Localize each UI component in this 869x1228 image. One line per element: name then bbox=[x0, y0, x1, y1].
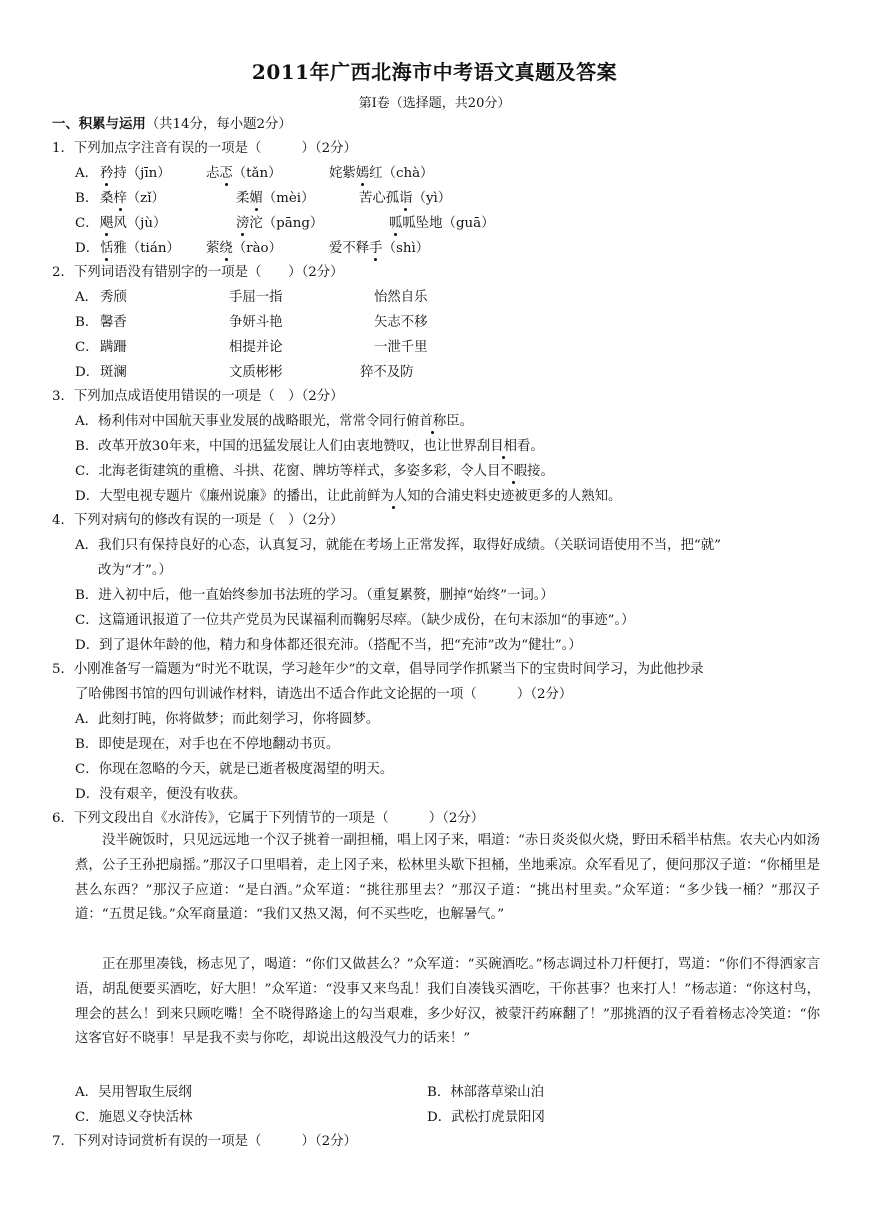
q5-option-c: C．你现在忽略的今天，就是已逝者极度渴望的明天。 bbox=[75, 762, 394, 777]
q6-option-c: C．施恩义夺快活林 bbox=[75, 1110, 193, 1125]
q6-passage-paragraph-1: 没半碗饭时，只见远远地一个汉子挑着一副担桶，唱上冈子来，唱道：“赤日炎炎似火烧，野田禾稻半枯焦。农夫心内如汤煮，公子王孙把扇摇。”那汉子口里唱着，走上冈子来，松林里头歇下担桶，坐地乘凉。众军看见了，便问那汉子道：“你桶里是甚么东西？”那汉子应道：“是白酒。”众军道：“挑往那里去？”那汉子道：“挑出村里卖。”众军道：“多少钱一桶？”那汉子道：“五贯足钱。”众军商量道：“我们又热又渴，何不买些吃，也解暑气。” bbox=[75, 833, 820, 923]
q2-option-a: A． 秀颀 手屈一指 怡然自乐 bbox=[75, 290, 428, 305]
q6-option-a: A．吴用智取生辰纲 bbox=[75, 1085, 192, 1100]
q3-stem: 3．下列加点成语使用错误的一项是（ ）（2分） bbox=[52, 389, 344, 404]
q5-option-d: D．没有艰辛，便没有收获。 bbox=[75, 787, 247, 802]
q1-option-d: D． 恬雅（tián） 萦绕（rào） 爱不释手（shì） bbox=[75, 241, 430, 256]
q1-option-a: A． 矜持（jīn） 忐忑（tǎn） 姹紫嫣红（chà） bbox=[75, 166, 434, 181]
q6-stem: 6．下列文段出自《水浒传》，它属于下列情节的一项是（ ）（2分） bbox=[52, 811, 485, 826]
q6-option-d: D．武松打虎景阳冈 bbox=[427, 1110, 545, 1125]
page-subtitle: 第Ⅰ卷（选择题，共20分） bbox=[358, 96, 511, 111]
q5-option-a: A．此刻打盹，你将做梦；而此刻学习，你将圆梦。 bbox=[75, 712, 380, 727]
q3-option-d: D．大型电视专题片《廉州说廉》的播出，让此前鲜为人知的合浦史料史迹被更多的人熟知。 bbox=[75, 489, 622, 504]
q2-option-b: B． 馨香 争妍斗艳 矢志不移 bbox=[75, 315, 428, 330]
q2-stem: 2．下列词语没有错别字的一项是（ ）（2分） bbox=[52, 265, 344, 280]
q4-stem: 4．下列对病句的修改有误的一项是（ ）（2分） bbox=[52, 513, 344, 528]
q4-option-d: D．到了退休年龄的他，精力和身体都还很充沛。（搭配不当，把“充沛”改为“健壮”。） bbox=[75, 638, 582, 653]
q3-option-a: A．杨利伟对中国航天事业发展的战略眼光，常常令同行俯首称臣。 bbox=[75, 414, 473, 429]
q4-option-a-line2: 改为“才”。） bbox=[98, 563, 172, 578]
q1-stem: 1．下列加点字注音有误的一项是（ ）（2分） bbox=[52, 141, 357, 156]
q3-option-c: C．北海老街建筑的重檐、斗拱、花窗、牌坊等样式，多姿多彩，令人目不暇接。 bbox=[75, 464, 554, 479]
q4-option-c: C．这篇通讯报道了一位共产党员为民谋福利而鞠躬尽瘁。（缺少成份，在句末添加“的事迹”。） bbox=[75, 613, 635, 628]
q5-option-b: B．即使是现在，对手也在不停地翻动书页。 bbox=[75, 737, 340, 752]
section-note: （共14分，每小题2分） bbox=[145, 117, 292, 132]
q1-option-b: B． 桑梓（zǐ） 柔媚（mèi） 苦心孤诣（yì） bbox=[75, 191, 452, 206]
q2-option-d: D． 斑澜 文质彬彬 猝不及防 bbox=[75, 365, 414, 380]
section-title: 一、积累与运用 bbox=[52, 116, 146, 132]
q6-passage-paragraph-2: 正在那里凑钱，杨志见了，喝道：“你们又做甚么？”众军道：“买碗酒吃。”杨志调过朴刀杆便打，骂道：“你们不得洒家言语，胡乱便要买酒吃，好大胆！”众军道：“没事又来鸟乱！我们自凑钱买酒吃，干你甚事？也来打人！”杨志道：“你这村鸟，理会的甚么！到来只顾吃嘴！全不晓得路途上的勾当艰难，多少好汉，被蒙汗药麻翻了！”那挑酒的汉子看着杨志冷笑道：“你这客官好不晓事！早是我不卖与你吃，却说出这般没气力的话来！” bbox=[75, 957, 820, 1047]
page-title: 2011年广西北海市中考语文真题及答案 bbox=[251, 60, 618, 84]
q1-option-c: C． 飓风（jù） 滂沱（pāng） 呱呱坠地（guā） bbox=[75, 216, 495, 231]
q5-stem-line2: 了哈佛图书馆的四句训诫作材料，请选出不适合作此文论据的一项（ ）（2分） bbox=[75, 687, 573, 702]
q4-option-b: B．进入初中后，他一直始终参加书法班的学习。（重复累赘，删掉“始终”一词。） bbox=[75, 588, 554, 603]
q2-option-c: C． 蹒跚 相提并论 一泄千里 bbox=[75, 340, 428, 355]
section-heading bbox=[52, 115, 292, 134]
q7-stem: 7．下列对诗词赏析有误的一项是（ ）（2分） bbox=[52, 1134, 357, 1149]
q5-stem-line1: 5．小刚准备写一篇题为“时光不耽误，学习趁年少”的文章，倡导同学作抓紧当下的宝贵时间学习，为此他抄录 bbox=[52, 662, 704, 677]
q4-option-a-line1: A．我们只有保持良好的心态，认真复习，就能在考场上正常发挥，取得好成绩。（关联词语使用不当，把“就” bbox=[75, 538, 722, 553]
q3-option-b: B．改革开放30年来，中国的迅猛发展让人们由衷地赞叹，也让世界刮目相看。 bbox=[75, 439, 544, 454]
q6-option-b: B．林部落草梁山泊 bbox=[427, 1085, 544, 1100]
